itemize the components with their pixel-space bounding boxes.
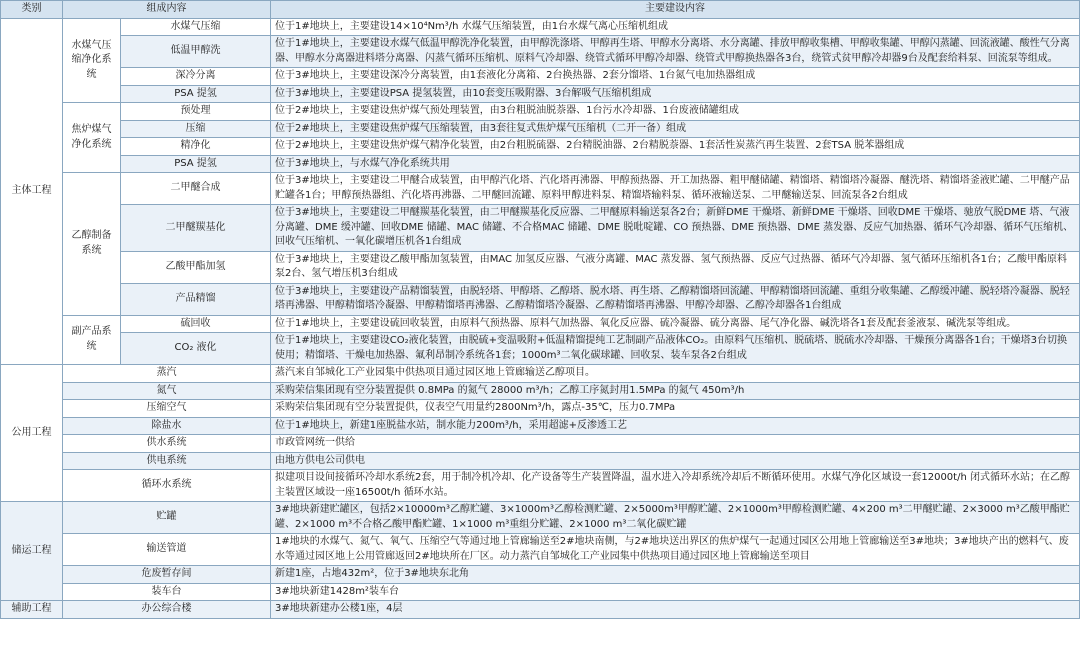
category-cell: 储运工程 <box>1 502 63 601</box>
item-cell: 装车台 <box>63 583 271 601</box>
item-cell: 输送管道 <box>63 534 271 566</box>
table-row <box>1 205 1080 252</box>
table-row <box>1 18 1080 36</box>
item-cell: 供电系统 <box>63 452 271 470</box>
content-cell: 位于1#地块上，新建1座脱盐水站，制水能力200m³/h，采用超滤+反渗透工艺 <box>271 417 1080 435</box>
content-cell: 位于1#地块上，主要建设硫回收装置，由原料气预热器、原料气加热器、氧化反应器、硫冷凝器、硫分离器、尾气净化器、碱洗塔各1套及配套釜液泵、碱洗泵等组成。 <box>271 315 1080 333</box>
table-row <box>1 400 1080 418</box>
content-cell: 位于3#地块上，主要建设产品精馏装置，由脱轻塔、甲醇塔、乙醇塔、脱水塔、再生塔、乙醇精馏塔回流罐、甲醇精馏塔回流罐、重组分收集罐、乙醇缓冲罐、脱轻塔冷凝器、脱轻塔再沸器、甲醇精馏塔冷凝器、甲醇精馏塔再沸器、乙醇精馏塔冷凝器、乙醇精馏塔再沸器、甲醇冷却器、乙醇冷却器各1台组成 <box>271 283 1080 315</box>
table-row <box>1 68 1080 86</box>
item-cell: 深冷分离 <box>121 68 271 86</box>
table-row <box>1 583 1080 601</box>
item-cell: 水煤气压缩 <box>121 18 271 36</box>
table-row <box>1 417 1080 435</box>
item-cell: 硫回收 <box>121 315 271 333</box>
item-cell: 产品精馏 <box>121 283 271 315</box>
table-row <box>1 120 1080 138</box>
content-cell: 3#地块新建贮罐区，包括2×10000m³乙醇贮罐、3×1000m³乙醇检测贮罐、2×5000m³甲醇贮罐、2×1000m³甲醇检测贮罐、4×200 m³二甲醚贮罐、2×3000 m³乙酸甲酯贮罐、2×1000 m³不合格乙酸甲酯贮罐、1×1000 m³重组分贮罐、2×1000 m³二氧化碳贮罐 <box>271 502 1080 534</box>
item-cell: 二甲醚合成 <box>121 173 271 205</box>
header-category: 类别 <box>1 1 63 19</box>
table-row <box>1 283 1080 315</box>
table-row <box>1 155 1080 173</box>
item-cell: 氮气 <box>63 382 271 400</box>
content-cell: 1#地块的水煤气、氮气、氧气、压缩空气等通过地上管廊输送至2#地块南侧，与2#地块送出界区的焦炉煤气一起通过园区公用地上管廊输送至3#地块；3#地块产出的燃料气、废水等通过园区地上公用管廊返回2#地块所在厂区。动力蒸汽自邹城化工产业园集中供热项目通过园区地上管廊输送至项目 <box>271 534 1080 566</box>
item-cell: 压缩空气 <box>63 400 271 418</box>
content-cell: 采购荣信集团现有空分装置提供，仪表空气用量约2800Nm³/h，露点-35℃，压力0.7MPa <box>271 400 1080 418</box>
table-row <box>1 382 1080 400</box>
item-cell: PSA 提氢 <box>121 85 271 103</box>
item-cell: 预处理 <box>121 103 271 121</box>
table-row <box>1 333 1080 365</box>
category-cell: 主体工程 <box>1 18 63 365</box>
content-cell: 位于2#地块上，主要建设焦炉煤气精净化装置，由2台粗脱硫器、2台精脱油器、2台精脱萘器、1套活性炭蒸汽再生装置、2套TSA 脱苯器组成 <box>271 138 1080 156</box>
content-cell: 位于1#地块上，主要建设14×10⁴Nm³/h 水煤气压缩装置，由1台水煤气离心压缩机组成 <box>271 18 1080 36</box>
header-content: 主要建设内容 <box>271 1 1080 19</box>
item-cell: 低温甲醇洗 <box>121 36 271 68</box>
table-row <box>1 103 1080 121</box>
content-cell: 采购荣信集团现有空分装置提供 0.8MPa 的氮气 28000 m³/h；乙醇工序氮封用1.5MPa 的氮气 450m³/h <box>271 382 1080 400</box>
category-cell: 辅助工程 <box>1 601 63 619</box>
content-cell: 位于2#地块上，主要建设焦炉煤气预处理装置，由3台粗脱油脱萘器、1台污水冷却器、1台废液储罐组成 <box>271 103 1080 121</box>
content-cell: 位于3#地块上，主要建设二甲醚合成装置，由甲醇汽化塔、汽化塔再沸器、甲醇预热器、开工加热器、粗甲醚储罐、精馏塔、精馏塔冷凝器、醚洗塔、精馏塔釜液贮罐、二甲醚产品贮罐各1台；甲醇预热器组、汽化塔再沸器、二甲醚回流罐、原料甲醇进料泵、精馏塔输料泵、循环液输送泵、二甲醚输送泵、回流泵各2台组成 <box>271 173 1080 205</box>
content-cell: 由地方供电公司供电 <box>271 452 1080 470</box>
item-cell: 危废暂存间 <box>63 566 271 584</box>
table-row <box>1 452 1080 470</box>
group-cell: 副产品系统 <box>63 315 121 365</box>
item-cell: 二甲醚羰基化 <box>121 205 271 252</box>
item-cell: 精净化 <box>121 138 271 156</box>
item-cell: CO₂ 液化 <box>121 333 271 365</box>
table-row <box>1 85 1080 103</box>
item-cell: PSA 提氢 <box>121 155 271 173</box>
item-cell: 循环水系统 <box>63 470 271 502</box>
group-cell: 水煤气压缩净化系统 <box>63 18 121 103</box>
table-row <box>1 534 1080 566</box>
content-cell: 位于2#地块上，主要建设焦炉煤气压缩装置，由3套往复式焦炉煤气压缩机（二开一备）组成 <box>271 120 1080 138</box>
item-cell: 办公综合楼 <box>63 601 271 619</box>
table-row <box>1 566 1080 584</box>
content-cell: 位于3#地块上，主要建设深冷分离装置，由1套液化分离箱、2台换热器、2套分馏塔、1台氮气电加热器组成 <box>271 68 1080 86</box>
content-cell: 新建1座，占地432m²，位于3#地块东北角 <box>271 566 1080 584</box>
content-cell: 拟建项目设间接循环冷却水系统2套，用于制冷机冷却、化产设备等生产装置降温，温水进入冷却系统冷却后不断循环使用。水煤气净化区域设一套12000t/h 闭式循环水站；在乙醇主装置区域设一座16500t/h 循环水站。 <box>271 470 1080 502</box>
content-cell: 市政管网统一供给 <box>271 435 1080 453</box>
table-row <box>1 470 1080 502</box>
table-row <box>1 315 1080 333</box>
table-row <box>1 601 1080 619</box>
content-cell: 位于3#地块上，主要建设乙酸甲酯加氢装置，由MAC 加氢反应器、气液分离罐、MAC 蒸发器、氢气预热器、反应气过热器、循环气冷却器、氢气循环压缩机各1台；乙酸甲酯原料泵2台、氢气增压机3台组成 <box>271 251 1080 283</box>
content-cell: 蒸汽来自邹城化工产业园集中供热项目通过园区地上管廊输送乙醇项目。 <box>271 365 1080 383</box>
content-cell: 位于1#地块上，主要建设水煤气低温甲醇洗净化装置，由甲醇洗涤塔、甲醇再生塔、甲醇水分离塔、水分离罐、排放甲醇收集槽、甲醇收集罐、甲醇闪蒸罐、回流液罐、酸性气分离器、甲醇水分离器进料塔分离器、闪蒸气循环压缩机、原料气冷却器、绕管式循环甲醇冷却器、绕管式甲醇换热器各3台，绕管式贫甲醇冷却器9台及配套给料泵、回流泵等组成。 <box>271 36 1080 68</box>
content-cell: 位于1#地块上，主要建设CO₂液化装置，由脱硫+变温吸附+低温精馏提纯工艺制副产品液体CO₂。由原料气压缩机、脱硫塔、脱硫水冷却器、干燥预分离器各1台；干燥塔3台切换使用；精馏塔、干燥电加热器、氟利昂制冷系统各1套；1000m³二氧化碳球罐、回收泵、装车泵各2台组成 <box>271 333 1080 365</box>
table-row <box>1 173 1080 205</box>
table-row <box>1 365 1080 383</box>
item-cell: 贮罐 <box>63 502 271 534</box>
content-cell: 3#地块新建1428m²装车台 <box>271 583 1080 601</box>
item-cell: 乙酸甲酯加氢 <box>121 251 271 283</box>
item-cell: 供水系统 <box>63 435 271 453</box>
group-cell: 乙醇制备系统 <box>63 173 121 316</box>
table-row <box>1 251 1080 283</box>
item-cell: 除盐水 <box>63 417 271 435</box>
table-row <box>1 36 1080 68</box>
header-composition: 组成内容 <box>63 1 271 19</box>
category-cell: 公用工程 <box>1 365 63 502</box>
item-cell: 蒸汽 <box>63 365 271 383</box>
content-cell: 3#地块新建办公楼1座，4层 <box>271 601 1080 619</box>
table-header-row <box>1 1 1080 19</box>
group-cell: 焦炉煤气净化系统 <box>63 103 121 173</box>
table-row <box>1 435 1080 453</box>
item-cell: 压缩 <box>121 120 271 138</box>
content-cell: 位于3#地块上，与水煤气净化系统共用 <box>271 155 1080 173</box>
content-cell: 位于3#地块上，主要建设二甲醚羰基化装置，由二甲醚羰基化反应器、二甲醚原料输送泵各2台；新鲜DME 干燥塔、新鲜DME 干燥塔、回收DME 干燥塔、驰放气脱DME 塔、气液分离罐、DME 缓冲罐、回收DME 储罐、MAC 储罐、不合格MAC 储罐、DME 脱吡啶罐、CO 预热器、DME 预热器、DME 蒸发器、反应气加热器、循环气冷却器、循环气压缩机、回收气压缩机、一氧化碳增压机各1台组成 <box>271 205 1080 252</box>
table-row <box>1 502 1080 534</box>
table-row <box>1 138 1080 156</box>
content-cell: 位于3#地块上，主要建设PSA 提氢装置，由10套变压吸附器、3台解吸气压缩机组成 <box>271 85 1080 103</box>
